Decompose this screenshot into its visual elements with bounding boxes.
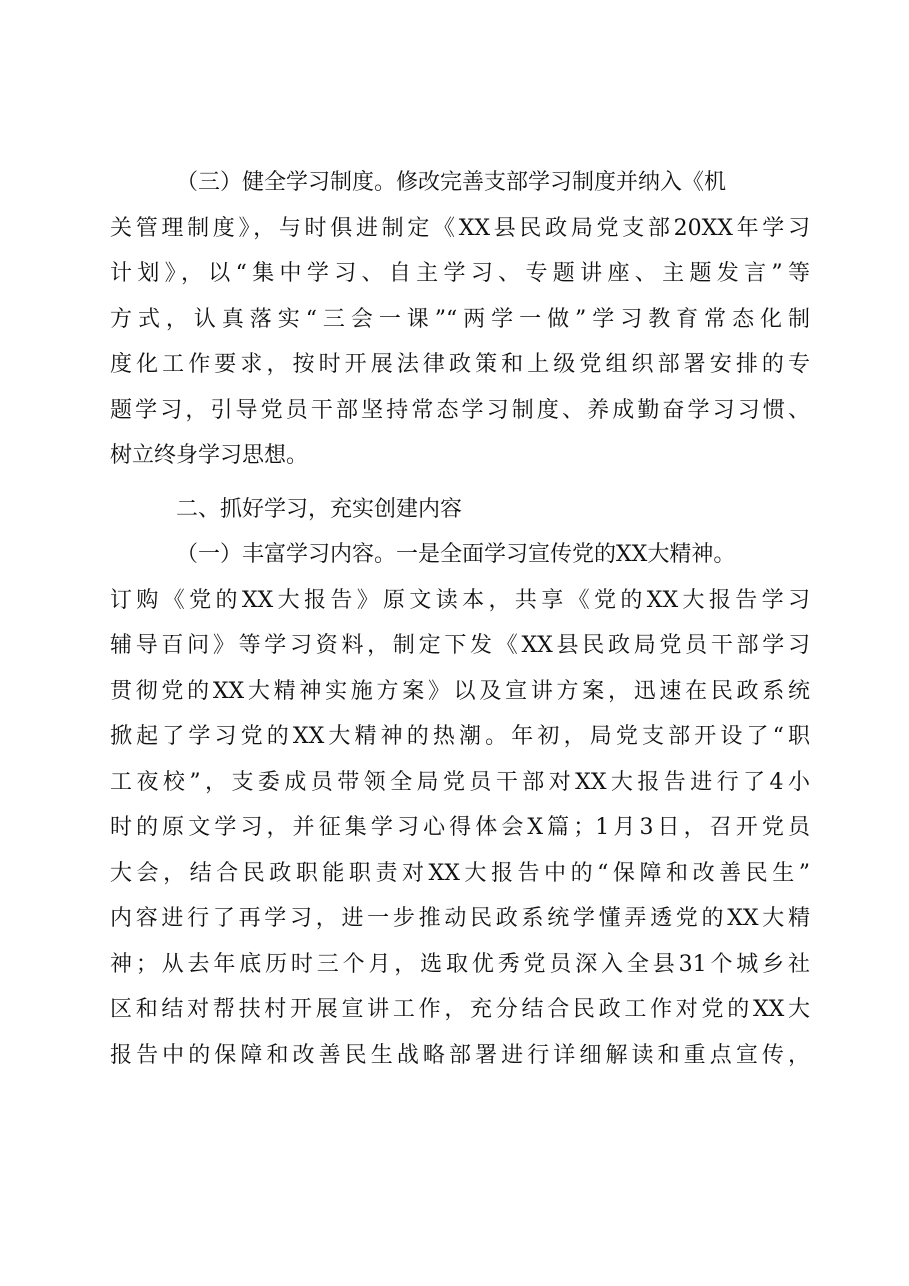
paragraph-line: 贯彻党的XX大精神实施方案》以及宣讲方案，迅速在民政系统 <box>110 678 810 704</box>
heading-section-2 <box>110 487 810 533</box>
paragraph-line: 报告中的保障和改善民生战略部署进行详细解读和重点宣传， <box>110 1042 810 1068</box>
paragraph-line: 时的原文学习，并征集学习心得体会X篇；1月3日，召开党员 <box>110 815 810 840</box>
paragraph-section-2-1 <box>110 532 810 1078</box>
paragraph-line: 订购《党的XX大报告》原文读本，共享《党的XX大报告学习 <box>110 587 810 613</box>
paragraph-line: 树立终身学习思想。 <box>110 443 309 468</box>
paragraph-line: （一）丰富学习内容。一是全面学习宣传党的XX大精神。 <box>176 542 736 567</box>
document-body <box>110 160 810 1078</box>
paragraph-line: 掀起了学习党的XX大精神的热潮。年初，局党支部开设了“职 <box>110 724 810 749</box>
paragraph-line: 关管理制度》，与时俱进制定《XX县民政局党支部20XX年学习 <box>110 215 810 241</box>
paragraph-line: 大会，结合民政职能职责对XX大报告中的“保障和改善民生” <box>110 860 810 886</box>
paragraph-line: 神；从去年底历时三个月，选取优秀党员深入全县31个城乡社 <box>110 951 810 977</box>
paragraph-line: 计划》，以“集中学习、自主学习、专题讲座、主题发言”等 <box>110 261 810 286</box>
paragraph-line: 辅导百问》等学习资料，制定下发《XX县民政局党员干部学习 <box>110 633 810 658</box>
paragraph-line: 工夜校”，支委成员带领全局党员干部对XX大报告进行了4小 <box>110 769 810 795</box>
paragraph-line: （三）健全学习制度。修改完善支部学习制度并纳入《机 <box>176 170 727 195</box>
paragraph-line: 内容进行了再学习，进一步推动民政系统学懂弄透党的XX大精 <box>110 906 810 931</box>
section-heading: 二、抓好学习，充实创建内容 <box>176 496 463 522</box>
paragraph-line: 题学习，引导党员干部坚持常态学习制度、养成勤奋学习习惯、 <box>110 397 810 423</box>
paragraph-line: 度化工作要求，按时开展法律政策和上级党组织部署安排的专 <box>110 352 810 377</box>
paragraph-line: 区和结对帮扶村开展宣讲工作，充分结合民政工作对党的XX大 <box>110 997 810 1022</box>
paragraph-line: 方式，认真落实“三会一课”“两学一做”学习教育常态化制 <box>110 306 810 332</box>
paragraph-section-3 <box>110 160 810 479</box>
